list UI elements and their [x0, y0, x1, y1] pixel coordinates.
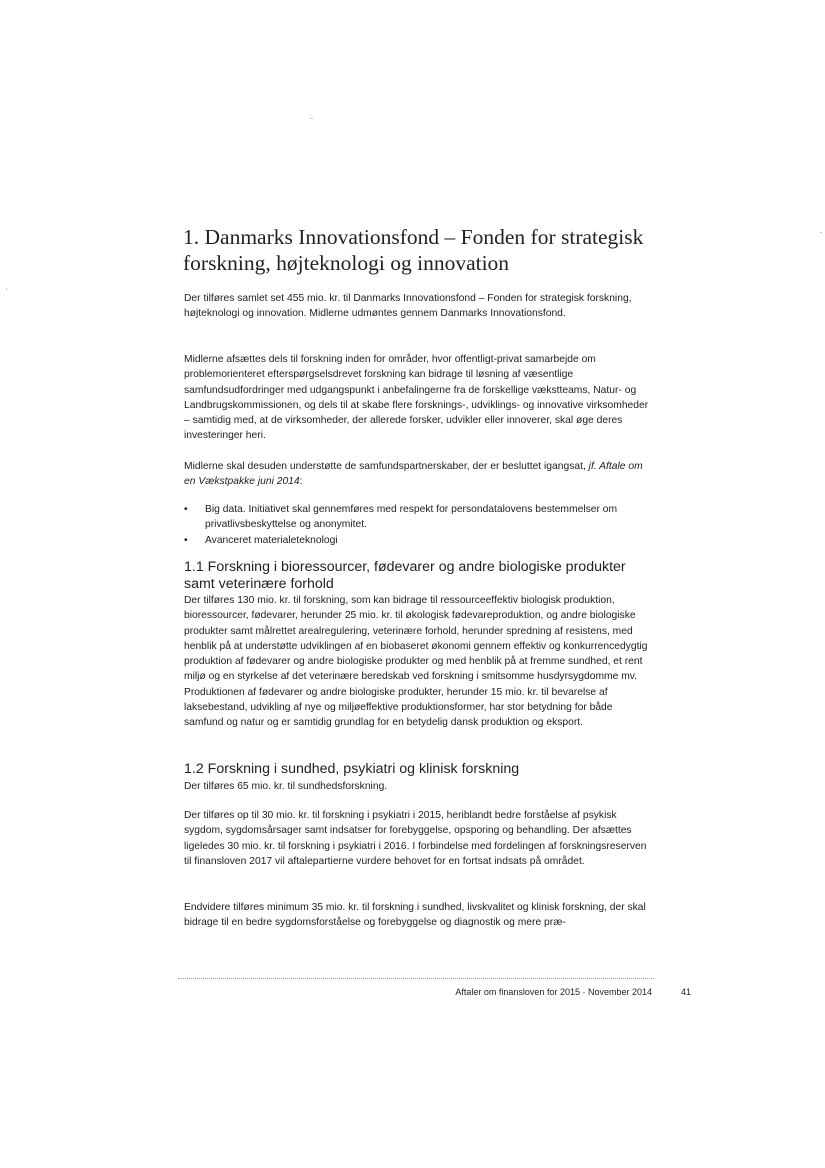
scan-artifact [820, 232, 822, 233]
paragraph-partnerships [184, 459, 654, 490]
scan-artifact [6, 288, 7, 290]
page-number: 41 [681, 987, 692, 997]
list-item-text: Avanceret materialeteknologi [205, 534, 338, 546]
section-heading-1-2: 1.2 Forskning i sundhed, psykiatri og klinisk forskning [184, 761, 520, 777]
bullet-marker: • [184, 534, 188, 546]
paragraph-partnerships-end: : [299, 476, 303, 488]
section-1-2-psychiatry: Der tilføres op til 30 mio. kr. til forskning i psykiatri i 2015, heriblandt bedre forståelse af psykisk sygdom, sygdomsårsager samt indsatser for forebyggelse, opsporing og behandling. Der afsættes ligeledes 30 mio. kr. til forskning i psykiatri i 2016. I forbindelse med fordelingen af forskningsreserven til finansloven 2017 vil aftalepartierne vurdere behovet for en fortsat indsats på området. [184, 810, 647, 867]
paragraph-allocation: Midlerne afsættes dels til forskning inden for områder, hvor offentligt-privat samarbejde om problemorienteret efterspørgselsdrevet forskning kan bidrage til løsning af væsentlige samfundsudfordringer med udgangspunkt i anbefalingerne fra de forskellige vækstteams, Natur- og Landbrugskommissionen, og dels til at skabe flere forsknings-, udviklings- og innovative virksomheder – samtidig med, at de virksomheder, der allerede forsker, udvikler eller innoverer, skal øge deres investeringer heri. [184, 354, 649, 442]
list-item [184, 502, 654, 533]
list-item-text: Big data. Initiativet skal gennemføres med respekt for persondatalovens bestemmelser om privatlivsbeskyttelse og anonymitet. [205, 504, 618, 531]
bullet-marker: • [184, 504, 188, 515]
list-item [184, 533, 654, 548]
paragraph-partnerships-text: Midlerne skal desuden understøtte de samfundspartnerskaber, der er besluttet igangsat, [184, 461, 589, 472]
paragraph-intro: Der tilføres samlet set 455 mio. kr. til Danmarks Innovationsfond – Fonden for strategisk forskning, højteknologi og innovation. Midlerne udmøntes gennem Danmarks Innovationsfond. [184, 293, 632, 320]
section-1-2-intro: Der tilføres 65 mio. kr. til sundhedsforskning. [184, 781, 388, 792]
footer-divider [178, 978, 654, 979]
scan-artifact [310, 118, 313, 119]
paragraph-partnerships-reference: jf. Aftale om en Vækstpakke juni 2014 [184, 461, 643, 488]
bullet-list [184, 502, 654, 548]
page-title: 1. Danmarks Innovationsfond – Fonden for strategisk forskning, højteknologi og innovation [183, 225, 644, 275]
section-1-2-health: Endvidere tilføres minimum 35 mio. kr. til forskning i sundhed, livskvalitet og klinisk forskning, der skal bidrage til en bedre sygdomsforståelse og forebyggelse og diagnostik og mere præ- [184, 902, 646, 929]
section-heading-1-1: 1.1 Forskning i bioressourcer, fødevarer og andre biologiske produkter samt veterinære forhold [184, 559, 626, 592]
section-1-1-text: Der tilføres 130 mio. kr. til forskning, som kan bidrage til ressourceeffektiv biologisk produktion, bioressourcer, fødevarer, herunder 25 mio. kr. til økologisk fødevareproduktion, og andre biologiske produkter samt målrettet arealregulering, veterinære forhold, herunder spredning af resistens, med henblik på at understøtte udviklingen af en biobaseret økonomi gennem effektiv og konkurrencedygtig produktion af fødevarer og andre biologiske produkter og med henblik på at fremme sundhed, et rent miljø og en styrkelse af det veterinære beredskab ved forskning i smitsomme husdyrsygdomme mv. Produktionen af fødevarer og andre biologiske produkter, herunder 15 mio. kr. til bevarelse af laksebestand, udvikling af nye og miljøeffektive produktionsformer, har stor betydning for både samfund og natur og er samtidig grundlag for en betydelig dansk produktion og eksport. [184, 595, 648, 729]
footer-title: Aftaler om finansloven for 2015 · November 2014 [455, 987, 652, 997]
